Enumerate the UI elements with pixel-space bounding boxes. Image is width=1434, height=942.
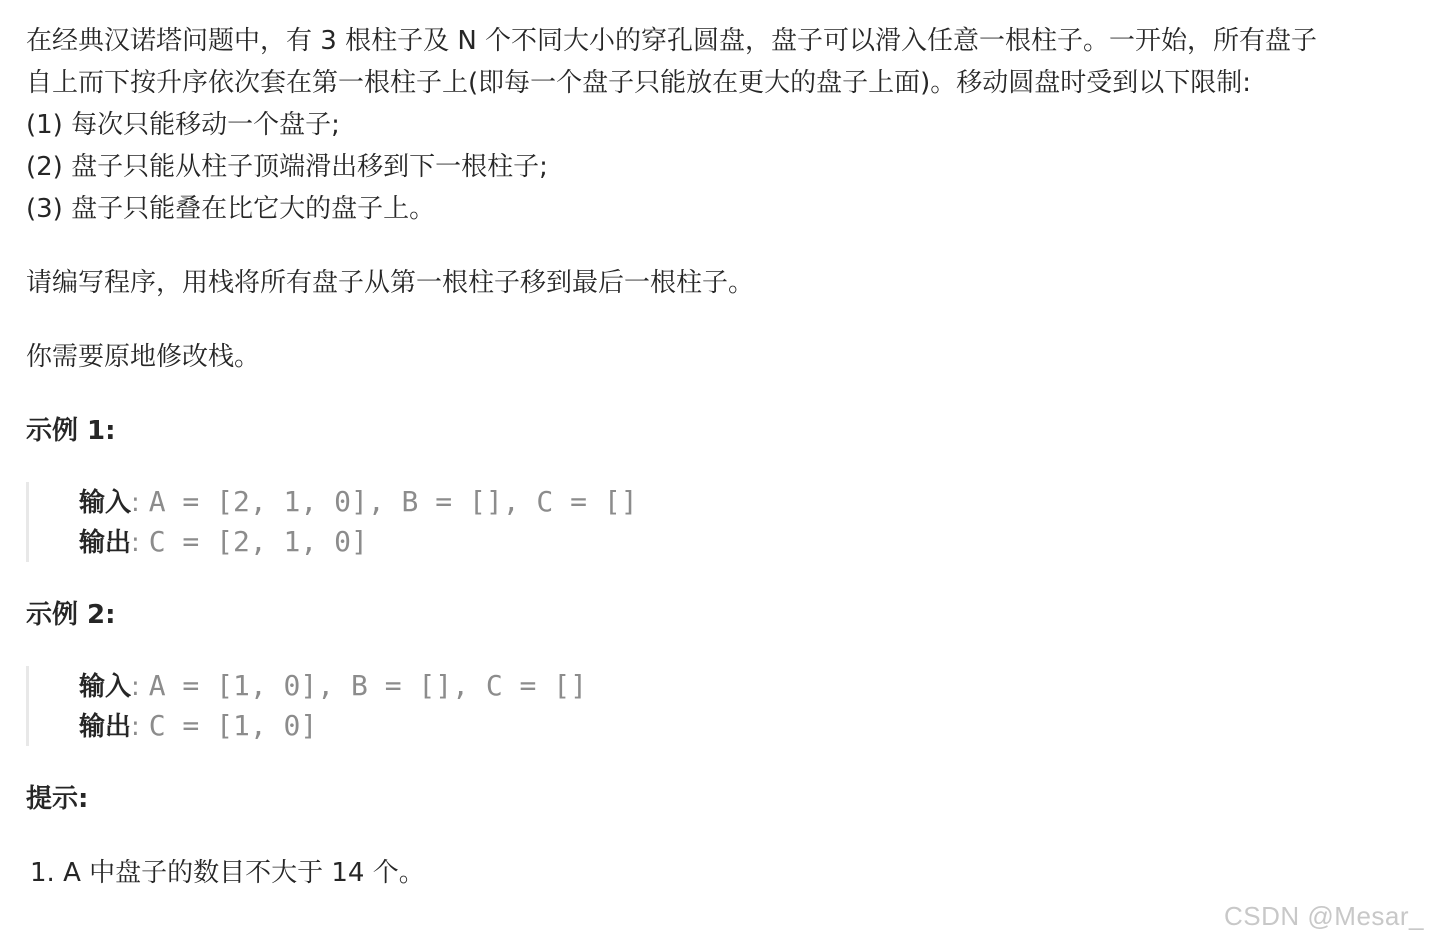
task-statement: 请编写程序，用栈将所有盘子从第一根柱子移到最后一根柱子。 — [26, 268, 755, 298]
output-label: 输出 — [79, 712, 132, 742]
input-colon: : — [131, 672, 140, 702]
input-label: 输入 — [79, 672, 132, 702]
example-2-block — [26, 666, 1416, 746]
hint-item: 1. A 中盘子的数目不大于 14 个。 — [30, 858, 425, 888]
output-label: 输出 — [79, 528, 132, 558]
example-2-title: 示例 2: — [26, 600, 116, 630]
input-colon: : — [131, 488, 140, 518]
example-1-output — [79, 522, 1416, 562]
intro-line-2: 自上而下按升序依次套在第一根柱子上(即每一个盘子只能放在更大的盘子上面)。移动圆盘时受到以下限制: — [26, 68, 1252, 98]
example-1-title: 示例 1: — [26, 416, 116, 446]
rule-1: (1) 每次只能移动一个盘子; — [26, 110, 340, 140]
hints-title: 提示: — [26, 784, 89, 814]
example-1-input — [79, 482, 1416, 522]
example-2-input — [79, 666, 1416, 706]
example-2-output — [79, 706, 1416, 746]
example-1-block — [26, 482, 1416, 562]
csdn-watermark: CSDN @Mesar_ — [1224, 901, 1424, 931]
intro-line-1: 在经典汉诺塔问题中，有 3 根柱子及 N 个不同大小的穿孔圆盘，盘子可以滑入任意一根柱子。一开始，所有盘子 — [26, 26, 1318, 56]
problem-description — [26, 20, 1416, 894]
hint-text: A 中盘子的数目不大于 14 个。 — [63, 858, 425, 888]
output-colon: : — [131, 528, 140, 558]
hints-list — [26, 852, 1416, 894]
input-value: A = [2, 1, 0], B = [], C = [] — [148, 485, 638, 518]
intro-section — [26, 20, 1416, 230]
input-value: A = [1, 0], B = [], C = [] — [148, 669, 587, 702]
input-label: 输入 — [79, 488, 132, 518]
output-value: C = [2, 1, 0] — [148, 525, 368, 558]
output-value: C = [1, 0] — [148, 709, 318, 742]
rule-3: (3) 盘子只能叠在比它大的盘子上。 — [26, 194, 436, 224]
inplace-note: 你需要原地修改栈。 — [26, 342, 261, 372]
output-colon: : — [131, 712, 140, 742]
rule-2: (2) 盘子只能从柱子顶端滑出移到下一根柱子; — [26, 152, 548, 182]
